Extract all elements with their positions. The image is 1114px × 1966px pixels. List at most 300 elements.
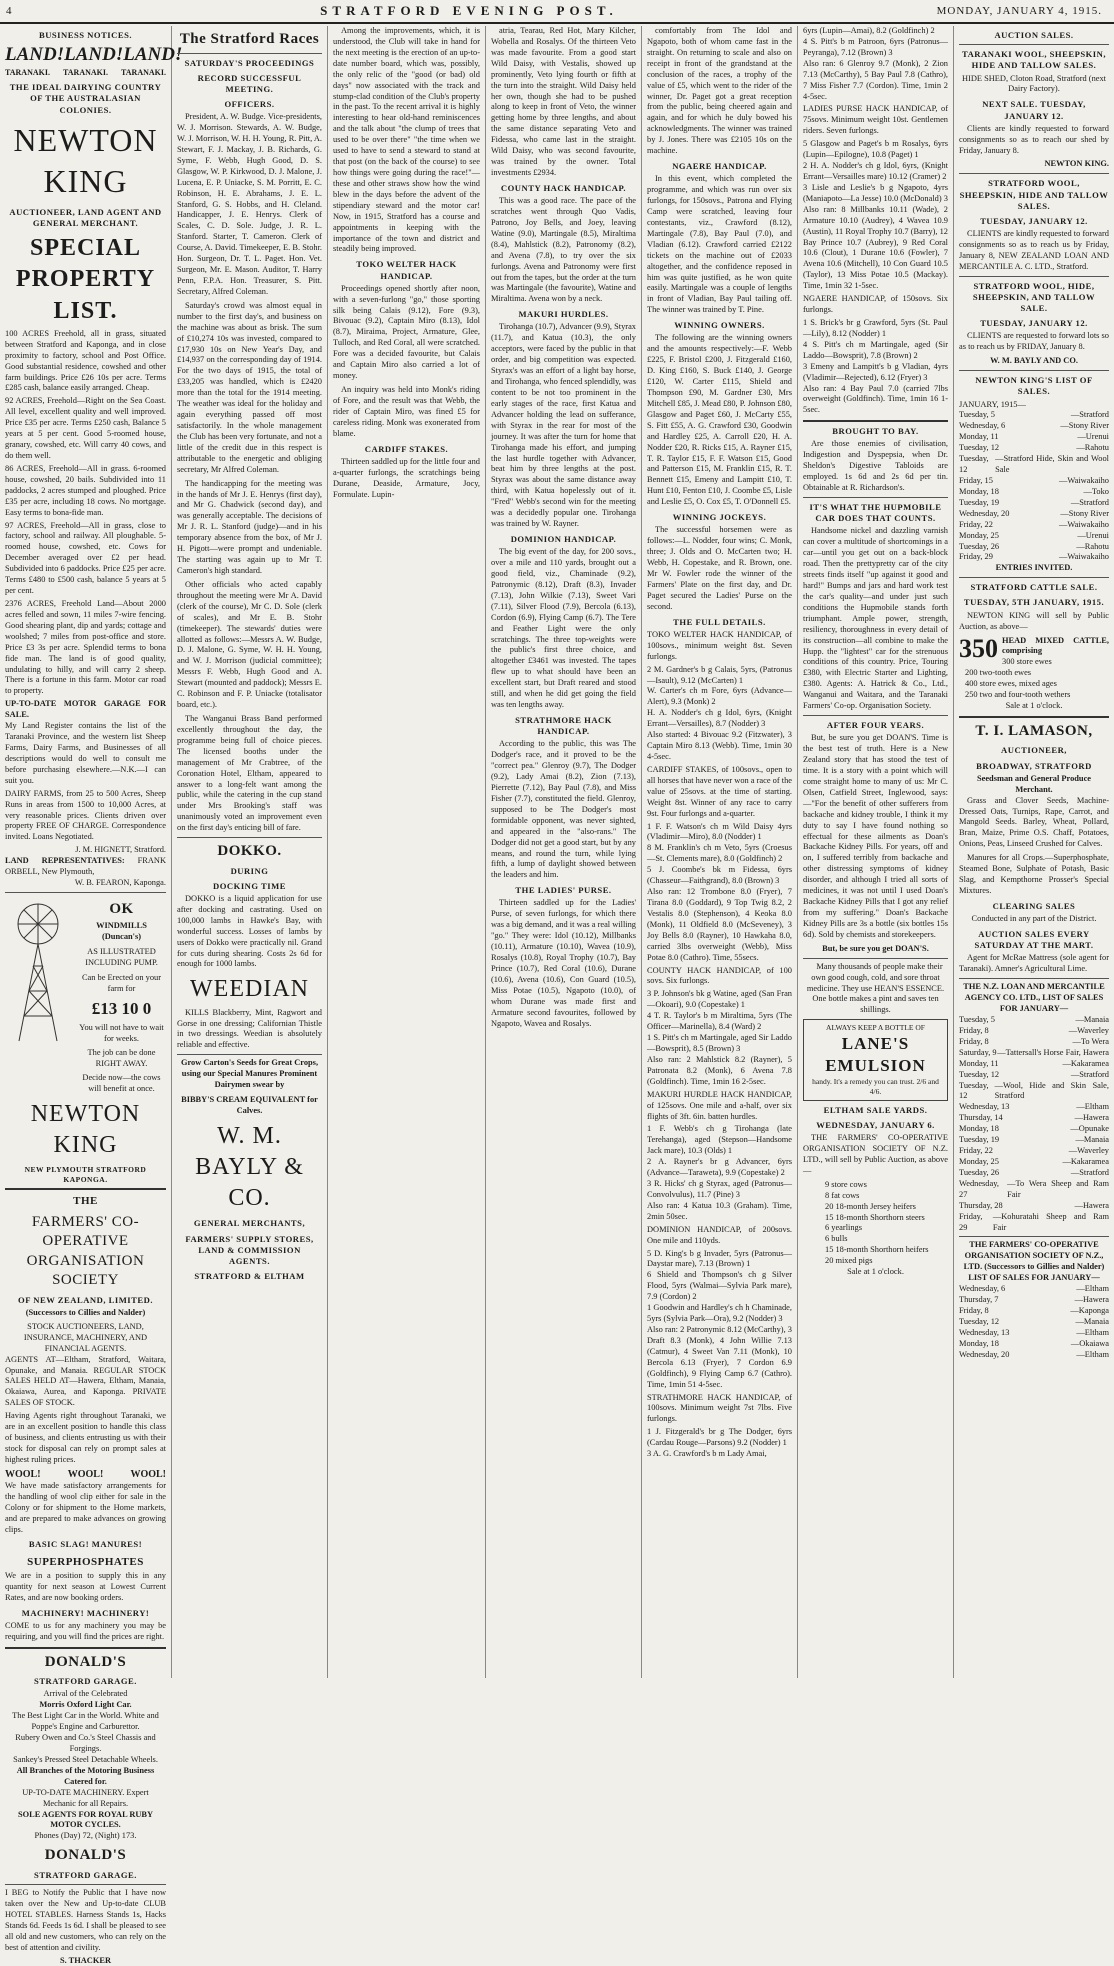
- manures-body: Manures for all Crops.—Superphosphate, Steamed Bone, Sulphate of Potash, Basic Slag, and Kempthorne Prosser's Special Mixtures.: [959, 853, 1109, 897]
- sale-place: —Stratford Hide, Skin and Wool Sale: [995, 454, 1109, 476]
- race-report: Proceedings opened shortly after noon, with a seven-furlong "go," those sporting silk being Calais (9.12), Fore (9.3), Bivouac (9.2), Captain Miro (8.13), Idol (8.7), Miraima, Project, Armature, Glee, Tulloch, and Red Coral, all were scratched. Fore was a decided favourite, but Calais and Captain Miro also carried a lot of money.: [333, 284, 480, 382]
- list-item: 200 two-tooth ewes: [965, 668, 1109, 679]
- result-heading: DOMINION HANDICAP, of 200sovs. One mile and 110yds.: [647, 1225, 792, 1247]
- donalds-sankey: Sankey's Pressed Steel Detachable Wheels.: [5, 1755, 166, 1766]
- article-paragraph: Other officials who acted capably throughout the meeting were Mr A. David (clerk of the course), Mr C. D. Sole (clerk of scales), and Mr E. B. Stohr (timekeeper). The stewards' duties were allotted as follows:—Messrs A. W. Budge, D. J. Malone, G. Syme, W. H. H. Young, and W. J. Morrison (judicial committee); Messrs F. Webb, Hugh Good and A. Stewart (mounted and paddock); Messrs E. C. Robinson and F. P. Uniacke (totalisator board, etc.).: [177, 580, 322, 711]
- sale-row: [959, 1026, 1109, 1037]
- divider: [803, 715, 948, 716]
- sale-place: —Kohuratahi Sheep and Ram Fair: [993, 1212, 1109, 1234]
- taranaki-word: TARANAKI.: [5, 68, 50, 78]
- sale-row: [959, 1037, 1109, 1048]
- sales-month: JANUARY, 1915—: [959, 400, 1109, 411]
- result-heading: CARDIFF STAKES, of 100sovs., open to all horses that have never won a race of the value of 25sovs. at the time of starting. Weight 8st. Winner of any race to carry 9st. Four furlongs and a-quarter.: [647, 765, 792, 820]
- cattle-number: 350: [959, 636, 998, 662]
- divider: [5, 892, 166, 893]
- sale-place: —Eltham: [1076, 1284, 1109, 1295]
- officers-body: President, A. W. Budge. Vice-presidents, W. J. Morrison. Stewards, A. W. Budge, W. J. Morrison, W. H. H. Young, R. Pitt, A. Stewart, F. J. Mackay, J. B. Richards, G. Syme, F. Webb, Hugh Good, D. S. Glasgow, W. P. Kirkwood, D. J. Malone, J. Lucena, E. P. Uniacke, S. M. Porritt, E. C. Robinson, H. E. Abrahams, J. E. L. Stanford, G. S. Hobbs, and H. Cleland. Handicapper, J. E. Henrys. Clerk of Scales, C. D. Sole. Judge, J. R. L. Stanford. Starter, T. Cameron. Clerk of Course, A. David. Timekeeper, E. B. Stohr. Hon. Surgeon, Dr. T. L. Paget. Hon. Vet. Surgeon, Mr. E. Mason. Auditor, T. Harry Penn, F.P.A. Hon. Treasurer, S. Pitt. Secretary, Alfred Coleman.: [177, 112, 322, 298]
- sale-place: —Urenui: [1077, 432, 1109, 443]
- donalds-title: DONALD'S: [5, 1653, 166, 1673]
- sale-place: —Waiwakaiho: [1059, 476, 1109, 487]
- sale-row: [959, 1306, 1109, 1317]
- stables-notice: I BEG to Notify the Public that I have now taken over the New and Up-to-date CLUB HOTEL STABLES. Harness Stands 1s, Hacks Stands 6d. Feeds 1s 6d. I shall be pleased to see all old and new customers, who can rely on the best of attention and civility.: [5, 1888, 166, 1954]
- sale-place: —Manaia: [1076, 1317, 1110, 1328]
- every-saturday: AUCTION SALES EVERY SATURDAY AT THE MART.: [959, 929, 1109, 951]
- list-item: 8 fat cows: [825, 1191, 948, 1202]
- result-body: 6yrs (Lupin—Amai), 8.2 (Goldfinch) 2 4 S. Pitt's b m Patroon, 6yrs (Patronus—Peyranga), 7.12 (Brown) 3 Also ran: 6 Glenroy 9.7 (Monk), 2 Zion 7.13 (McCarthy), 5 Bay Paul 7.8 (Cathro), 7 Miss Fisher 7.7 (Cordon). Time, 1min 2 4-5sec.: [803, 26, 948, 102]
- slag-body: We are in a position to supply this in any quantity for next season at Lowest Current Rates, and are now booking orders.: [5, 1571, 166, 1604]
- race-heading: COUNTY HACK HANDICAP.: [491, 183, 636, 194]
- agent-line: J. M. HIGNETT, Stratford.: [5, 845, 166, 856]
- lanes-pre: ALWAYS KEEP A BOTTLE OF: [807, 1023, 944, 1033]
- result-heading: COUNTY HACK HANDICAP, of 100 sovs. Six furlongs.: [647, 966, 792, 988]
- wool-body: We have made satisfactory arrangements for the handling of wool clip either for sale in the Colony or for shipment to the Home markets, and are prepared to make advances on growing clips.: [5, 1481, 166, 1536]
- windmill-subtitle: WINDMILLS (Duncan's): [77, 921, 166, 943]
- divider: [959, 716, 1109, 718]
- superphosphates-heading: SUPERPHOSPHATES: [5, 1555, 166, 1569]
- race-report: atria, Tearau, Red Hot, Mary Kilcher, Wobella and Rosalys. Of the thirteen Veto was made favourite. From a good start Wild Daisy, with Vestalis, showed up prominently, Veto lying fourth or fifth at the turn into the straight. Wild Daisy held her own, though she had to be pushed along to keep in front of Veto, the winner getting home by three lengths, and about the same distance separating Veto and Fidessa, who came last in the straight. Wild Daisy, who was second favourite, was trained by the owner. Total investments £2934.: [491, 26, 636, 179]
- result-body: 5 Glasgow and Paget's b m Rosalys, 6yrs (Lupin—Epilogne), 10.8 (Paget) 1 2 H. A. Nodder's ch g Idol, 6yrs, (Knight Errant—Versailles mare) 10.12 (Cramer) 2 3 Lisle and Leslie's b g Ngapoto, 4yrs (Maniapoto—La Jesse) 10.0 (McDonald) 3 Also ran: 8 Millbanks 10.11 (Wade), 2 Armature 10.10 (Audrey), 4 Wavea 10.9 (Austin), 11 Royal Trophy 10.7 (Barry), 12 Bay Prince 10.7 (Aubrey), 9 Red Coral 10.6 (Clout), 1 Durane 10.6 (Fowler), 7 Avena 10.6 (Mitchell), 10 Con Guard 10.5 (Taylor), 13 Miss Potae 10.5 (Mackay). Time, 1min 32 1-5sec.: [803, 139, 948, 292]
- sale-row: [959, 421, 1109, 432]
- eltham-date: WEDNESDAY, JANUARY 6.: [803, 1120, 948, 1131]
- fcos-sales-list: [959, 1284, 1109, 1360]
- nk-sales-heading: NEWTON KING'S LIST OF SALES.: [959, 375, 1109, 397]
- sale-date: Saturday, 9: [959, 1048, 997, 1059]
- list-item: 15 18-month Shorthorn steers: [825, 1213, 948, 1224]
- bay-body: Are those enemies of civilisation, Indigestion and Dyspepsia, when Dr. Sheldon's Digestive Tabloids are employed. 1s 6d and 2s 6d per tin. Obtainable at R. Richardson's.: [803, 439, 948, 494]
- sale-date: Tuesday, 12: [959, 1070, 999, 1081]
- cattle-list: [959, 657, 1109, 701]
- race-heading: NGAERE HANDICAP.: [647, 161, 792, 172]
- farmers-society-title: FARMERS' CO-OPERATIVE ORGANISATION SOCIETY: [5, 1213, 166, 1291]
- sale-date: Friday, 29: [959, 552, 993, 563]
- owners-list: The following are the winning owners and the amounts respectively:—F. Webb £225, F. Bristol £200, J. Fitzgerald £160, D. King £160, S. Buck £140, J. George £120, W. Carter £115, Shield and Thompson £90, M. Gardner £30, Mrs Mitchell £85, J. Mead £80, P. Johnson £80, Glasgow and Paget £60, J. McCarty £55, S. Fitt £55, A. G. Crawford £30, Goodwin and Hardley £25, A. Carroll £20, H. A. Nodder £20, R. Ricks £15, A. Rayner £15, T. R. Taylor £15, F. F. Watson £15, Good and Patterson £15, M. Franklin £15, R. T. Bennett £15, Emeny and Lampitt £10, T. Hunt £10, Fenton £10, J. Coombe £5, Lisle and Leslie £5, O. Cox £5, T. O'Donnell £5.: [647, 333, 792, 508]
- sale-row: [959, 509, 1109, 520]
- ideal-country-heading: THE IDEAL DAIRYING COUNTRY OF THE AUSTRALASIAN COLONIES.: [5, 82, 166, 116]
- agent-line: [5, 856, 166, 878]
- sale-date: Friday, 22: [959, 520, 993, 531]
- sale-row: [959, 476, 1109, 487]
- sale-place: —Eltham: [1076, 1102, 1109, 1113]
- races-subtitle: SATURDAY'S PROCEEDINGS: [177, 58, 322, 69]
- sale-date: Friday, 15: [959, 476, 993, 487]
- windmill-title: OK: [77, 900, 166, 920]
- jockeys-list: The successful horsemen were as follows:—L. Nodder, four wins; C. Monk, three; J. Olds and O. McCarten two; H. Webb, H. Copestake, and R. Brown, one. Mr W. Fowler rode the winner of the Farmers' Plate on the first day, and Dr. Paget secured the Ladies' Purse on the second.: [647, 525, 792, 612]
- bayly-farmers: FARMERS' SUPPLY STORES, LAND & COMMISSION AGENTS.: [177, 1234, 322, 1268]
- races-title: The Stratford Races: [177, 30, 322, 50]
- sale-date: Friday, 8: [959, 1037, 989, 1048]
- hide-sale-date: TUESDAY, JANUARY 12.: [959, 318, 1109, 329]
- stratford-wool-body: CLIENTS are kindly requested to forward consignments so as to reach us by Friday, January 8, NEW ZEALAND LOAN AND MERCANTILE A. C. LTD., Stratford.: [959, 229, 1109, 273]
- sale-date: Wednesday, 13: [959, 1328, 1009, 1339]
- donalds-sole: SOLE AGENTS FOR ROYAL RUBY MOTOR CYCLES.: [5, 1810, 166, 1832]
- sale-row: [959, 1295, 1109, 1306]
- race-report: According to the public, this was The Dodger's race, and it proved to be the "correct pea." Glenroy (9.7), The Dodger (9.2), Lady Amai (8.2), Zion (7.13), Pierrette (7.12), Bay Paul (7.8), and Miss Fisher (7.7), constituted the field. Glenroy, supposed to be The Dodger's most formidable opponent, was never sighted, and appeared in the "also-rans." The Dodger did not get a good start, but by any means, and round the turn, while lying fifth, a lump of daylight showed between the leaders and him.: [491, 739, 636, 881]
- wool-word: WOOL!: [130, 1468, 166, 1481]
- stratford-wool-heading: STRATFORD WOOL, SHEEPSKIN, HIDE AND TALLOW SALES.: [959, 178, 1109, 212]
- sale-place: —Manaia: [1076, 1135, 1110, 1146]
- list-item: 20 mixed pigs: [825, 1256, 948, 1267]
- list-item: 15 18-month Shorthorn heifers: [825, 1245, 948, 1256]
- windmill-decide: Decide now—the cows will benefit at once.: [77, 1073, 166, 1095]
- lamason-address: BROADWAY, STRATFORD: [959, 761, 1109, 772]
- sale-date: Tuesday, 19: [959, 498, 999, 509]
- next-sale: NEXT SALE. TUESDAY, JANUARY 12.: [959, 99, 1109, 121]
- masthead: [0, 0, 1114, 24]
- article-paragraph: Among the improvements, which, it is understood, the Club will take in hand for the next meeting is the erection of an up-to-date number board, which was, possibly, the only relic of the "good (or bad) old days" now associated with the track and stump-clad condition of the Club's property in the past. To the recent arrival it is highly interesting to hear old-hand reminiscences and the talk about "the clump of trees that used to be over there" "the time when we used to have to send a steward to stand at that post (on the back of the course) to see how things were going during the race!"—these and other straws show how the wind blew in the days before the advent of the stipendiary steward and the motor car! Now, in 1915, Stratford has a course and appointments in keeping with the importance of the town and district and steadily being improved.: [333, 26, 480, 255]
- sale-place: —Stratford: [1071, 1070, 1109, 1081]
- sale-place: —Okaiawa: [1071, 1339, 1109, 1350]
- cattle-sale-date: TUESDAY, 5TH JANUARY, 1915.: [959, 597, 1109, 608]
- list-item: 300 store ewes: [965, 657, 1109, 668]
- windmill-price: £13 10 0: [77, 998, 166, 1020]
- bayly-towns: STRATFORD & ELTHAM: [177, 1271, 322, 1282]
- sale-place: —Manaia: [1076, 1015, 1110, 1026]
- cattle-sale-heading: STRATFORD CATTLE SALE.: [959, 582, 1109, 593]
- sale-date: Thursday, 14: [959, 1113, 1003, 1124]
- firm-subtitle: AUCTIONEER, LAND AGENT AND GENERAL MERCHANT.: [5, 207, 166, 229]
- article-paragraph: Saturday's crowd was almost equal in number to the first day's, and business on the machine was about as brisk. The sum of £10,274 10s was invested, compared to £17,930 10s on New Year's Day, and £14,937 on the corresponding day of 1914. For the two days of 1915, the total of £33,205 was handled, which is £2420 more than the total for the 1914 meeting. The weather was ideal for the holiday and again everything passed off most satisfactorily. In the whole management the Club has been very fortunate, and not a little of the credit due in this respect is attributable to the energetic and obliging secretary, Mr Alfred Coleman.: [177, 301, 322, 476]
- column-races: [172, 26, 328, 1678]
- sale-row: [959, 454, 1109, 476]
- sale-row: [959, 1201, 1109, 1212]
- eltham-heading: ELTHAM SALE YARDS.: [803, 1105, 948, 1116]
- cattle-sale-body: NEWTON KING will sell by Public Auction, as above—: [959, 611, 1109, 633]
- doans-line: But, be sure you get DOAN'S.: [803, 944, 948, 955]
- cattle-headline: [959, 636, 1109, 658]
- wool-word: WOOL!: [5, 1468, 41, 1481]
- property-item: 86 ACRES, Freehold—All in grass. 6-roomed house, cowshed, 20 bails. Subdivided into 11 paddocks, 2 acres stumped and ploughed. Price £35 per acre, including 18 cows. No mortgage. Easy terms to bona-fide man.: [5, 464, 166, 519]
- article-paragraph: The Wanganui Brass Band performed excellently throughout the day, the programme being full of choice pieces. The licensed booths under the management of Mr Crabtree, of the Coronation Hotel, Eltham, appeared to answer to a long-felt want among the public, while the catering in the cup stand under Mrs Brooking's staff was unanimously voted an improvement even on the first day's enticing bill of fare.: [177, 714, 322, 834]
- sale-place: —Hawera: [1075, 1113, 1109, 1124]
- nk-sales-list: [959, 410, 1109, 563]
- agent-name: FRANK ORBELL, New Plymouth,: [5, 856, 166, 876]
- divider: [959, 978, 1109, 979]
- divider: [803, 420, 948, 422]
- windmill-ad: [5, 896, 166, 1095]
- sale-date: Tuesday, 19: [959, 1135, 999, 1146]
- lamason-auctioneer: AUCTIONEER,: [959, 745, 1109, 756]
- seedsman-line: Seedsman and General Produce Merchant.: [959, 774, 1109, 796]
- divider: [959, 276, 1109, 277]
- windmill-illustration: [5, 896, 71, 1046]
- hide-sale-body: CLIENTS are requested to forward lots so as to reach us by FRIDAY, January 8.: [959, 331, 1109, 353]
- sale-row: [959, 1284, 1109, 1295]
- race-report: Tirohanga (10.7), Advancer (9.9), Styrax (11.7), and Katua (10.3), the only acceptors, were faced by the public in that order, and big competition was expected. Styrax's was an effort of a light bay horse, and Tirohanga, who fenced splendidly, was content to be not too prominent in the early stages of the race, first Katua and Advancer holding the lead on sufferance, with Styrax in the rear for most of the journey. It was after the turn for home that Tirohanga made his effort, and jumping the last hurdle together with Advancer, beat him by three lengths at the post. Styrax was about the same distance away third, with Katua hopelessly out of it. "Fred" Webb's second win for the meeting was a decidedly popular one. Tirohanga was trained by W. Rayner.: [491, 322, 636, 530]
- section-heading: BUSINESS NOTICES.: [5, 30, 166, 41]
- hupmobile-body: Handsome nickel and dazzling varnish can cover a multitude of shortcomings in a car—until you get out on a back-block road. Then the prettypretty car of the city streets finds itself "up against it good and hard!" Bumps and jars and hard work test the car's quality—and under just such conditions the Hupmobile stands forth triumphant. Ample power, strength, resiliency, thoroughness in every detail of its construction—all combine to make the Hupp. the "lightest" car for the strenuous conditions of this country. Price, Touring £380, with Electric Starter and Lighting, £380. Agents: A. Hatrick & Co., Ltd., Wanganui and Waitara, and the Taranaki Farmers' Co-op. Organisation Society.: [803, 526, 948, 712]
- garage-notice: UP-TO-DATE MOTOR GARAGE FOR SALE.: [5, 699, 166, 721]
- result-body: 1 S. Brick's br g Crawford, 5yrs (St. Paul—Lily), 8.12 (Nodder) 1 4 S. Pitt's ch m Martingale, aged (Sir Laddo—Bowsprit), 7.8 (Brown) 2 3 Emeny and Lampitt's b g Vladian, 4yrs (Vladimir—Rejected), 6.12 (Fryer) 3 Also ran: 4 Bay Paul 7.0 (carried 7lbs overweight (Goldfinch). Time, 1min 16 1-5sec.: [803, 318, 948, 416]
- race-heading: DOMINION HANDICAP.: [491, 534, 636, 545]
- sale-row: [959, 1059, 1109, 1070]
- race-report: Thirteen saddled up for the Ladies' Purse, of seven furlongs, for which there was a big demand, and it was a real willing "go." They were: Idol (10.12), Millbanks (10.11), Armature (10.10), Wavea (10.9), Rosalys (10.8), Royal Trophy (10.7), Bay Prince (10.7), Red Coral (10.6), Durane (10.6), Avena (10.6), Con Guard (10.5), Miss Potae (10.5), Ngapoto (10.0), of whom Durane was made first and Armature second favourites, followed by Ngapoto, Wavea and Rosalys.: [491, 898, 636, 1029]
- race-heading: TOKO WELTER HACK HANDICAP.: [333, 259, 480, 281]
- sale-row: [959, 1124, 1109, 1135]
- property-item: 2376 ACRES, Freehold Land—About 2000 acres felled and sown, 11 miles 7-wire fencing. Good shearing plant, dip and yards; cottage and woolshed; 7 miles from post-office and store. Price £3 3s per acre. Splendid terms to bona fide man. The land is of good quality, undulating to hilly, and will carry 2 sheep. There is a fortune in this farm. Motor car road to property.: [5, 599, 166, 697]
- sale-row: [959, 1168, 1109, 1179]
- sale-date: Thursday, 7: [959, 1295, 998, 1306]
- race-report: comfortably from The Idol and Ngapoto, both of whom came fast in the straight. On returning to scale and also on receipt in front of the grandstand at the conclusion of the races, a trophy of the value of £5, which went to the rider of the winner, Dr. Paget got a great reception from the public, being cheered again and again, and for which he duly bowed his acknowledgments. The winner was trained by J. Jones. There was £2105 10s on the machine.: [647, 26, 792, 157]
- page-number: 4: [0, 5, 66, 17]
- four-years-body: But, be sure you get DOAN'S. Time is the best test of truth. Here is a New Zealand story that has stood the test of time. It is a story with a point which will come straight home to many of us: Mr C. Olsen, Catfield Street, Inglewood, says:—"For the benefit of other sufferers from backache and kidney trouble, I think it my duty to say I have found nothing so effectual for these ailments as Doan's Backache Kidney Pills. For years, off and on, I suffered terribly from backache and other distressing symptoms of kidney disorder, and although I tried all sorts of medicines, it was not until I used Doan's Backache Kidney Pills that I got any relief from my suffering." Doan's Backache Kidney Pills are 3s a bottle (six bottles 15s 6d). Sold by chemists and storekeepers.: [803, 733, 948, 941]
- list-item: 9 store cows: [825, 1180, 948, 1191]
- result-heading: TOKO WELTER HACK HANDICAP, of 100sovs., minimum weight 8st. Seven furlongs.: [647, 630, 792, 663]
- result-heading: MAKURI HURDLE HACK HANDICAP, of 125sovs. One mile and a-half, over six flights of 3ft. 6in. batten hurdles.: [647, 1090, 792, 1123]
- bayly-sign: W. M. BAYLY AND CO.: [959, 356, 1109, 367]
- sale-row: [959, 1350, 1109, 1361]
- officers-heading: OFFICERS.: [177, 99, 322, 110]
- sale-date: Wednesday, 20: [959, 509, 1009, 520]
- sale-row: [959, 531, 1109, 542]
- farmers-nz: OF NEW ZEALAND, LIMITED.: [5, 1295, 166, 1306]
- list-item: 6 yearlings: [825, 1223, 948, 1234]
- taranaki-word: TARANAKI.: [121, 68, 166, 78]
- sale-row: [959, 1146, 1109, 1157]
- donalds-garage-2: STRATFORD GARAGE.: [5, 1870, 166, 1881]
- sale-date: Tuesday, 5: [959, 410, 995, 421]
- result-body: 2 M. Gardner's b g Calais, 5yrs, (Patronus—Isault), 9.12 (McCarten) 1 W. Carter's ch m Fore, 6yrs (Advance—Alert), 9.3 (Monk) 2 H. A. Nodder's ch g Idol, 6yrs, (Knight Errant—Versailles), 8.7 (Nodder) 3 Also started: 4 Bivouac 9.2 (Fitzwater), 3 Captain Miro 8.13 (Webb). Time, 1min 30 4-5sec.: [647, 665, 792, 763]
- sale-place: —Opunake: [1070, 1124, 1109, 1135]
- race-heading: STRATHMORE HACK HANDICAP.: [491, 715, 636, 737]
- wool-banner: [5, 1468, 166, 1481]
- windmill-includes: AS ILLUSTRATED INCLUDING PUMP.: [77, 947, 166, 969]
- sale-date: Monday, 25: [959, 1157, 999, 1168]
- machinery-body: COME to us for any machinery you may be requiring, and you will find the prices are right.: [5, 1621, 166, 1643]
- sale-date: Thursday, 28: [959, 1201, 1003, 1212]
- land-word: LAND!: [123, 43, 182, 68]
- fcos-heading: THE FARMERS' CO-OPERATIVE ORGANISATION SOCIETY OF N.Z., LTD. (Successors to Gillies and Nalder) LIST OF SALES FOR JANUARY—: [959, 1240, 1109, 1284]
- sale-date: Tuesday, 5: [959, 1015, 995, 1026]
- sale-place: —Stony River: [1060, 421, 1109, 432]
- entries-invited: ENTRIES INVITED.: [959, 563, 1109, 574]
- hide-shed: HIDE SHED, Cloton Road, Stratford (next Dairy Factory).: [959, 74, 1109, 96]
- sale-date: Wednesday, 20: [959, 1350, 1009, 1361]
- nzloan-heading: THE N.Z. LOAN AND MERCANTILE AGENCY CO. LTD., LIST OF SALES FOR JANUARY—: [959, 982, 1109, 1015]
- newton-king-footer: NEWTON KING: [5, 1099, 166, 1161]
- clearing-body: Conducted in any part of the District.: [959, 914, 1109, 925]
- sale-row: [959, 487, 1109, 498]
- race-report: This was a good race. The pace of the scratches went through Quo Vadis, Patrono, Joy Bells, and Joey, leaving Watine (9.0), Martingale (8.5), Miraltima (8.4), Mahlstick (8.2), Patronomy (8.2), and Avena (7.8), to try over the six furlongs. Avena and Patronomy were first out from the tapes, but the order at the turn was Martingale (the favourite), Watine and Miraltima. Avena won by a neck.: [491, 196, 636, 305]
- windmill-erect: Can be Erected on your farm for: [77, 973, 166, 995]
- sale-place: —Rahotu: [1076, 443, 1109, 454]
- full-details-heading: THE FULL DETAILS.: [647, 617, 792, 628]
- race-heading: MAKURI HURDLES.: [491, 309, 636, 320]
- auction-heading: AUCTION SALES.: [959, 30, 1109, 41]
- land-word: LAND!: [5, 43, 64, 68]
- sale-date: Wednesday, 13: [959, 1102, 1009, 1113]
- column-race-reports: [486, 26, 642, 1678]
- result-body: 1 F. Webb's ch g Tirohanga (late Terehanga), aged (Stepson—Handsome Jack mare), 10.3 (Olds) 1 2 A. Rayner's br g Advancer, 6yrs (Advance—Taraweta), 9.9 (Copestake) 2 3 R. Hicks' ch g Styrax, aged (Patronus—Convolvulus), 11.7 (Pine) 3 Also ran: 4 Katua 10.3 (Graham). Time, 2min 50sec.: [647, 1124, 792, 1222]
- sale-row: [959, 1113, 1109, 1124]
- sale-row: [959, 410, 1109, 421]
- dokko-during: DURING: [177, 866, 322, 877]
- eltham-sale-time: Sale at 1 o'clock.: [803, 1267, 948, 1278]
- list-item: 6 bulls: [825, 1234, 948, 1245]
- sale-row: [959, 1102, 1109, 1113]
- sale-date: Monday, 25: [959, 531, 999, 542]
- divider: [177, 837, 322, 838]
- property-list-title: SPECIAL PROPERTY LIST.: [5, 233, 166, 327]
- machinery-heading: MACHINERY! MACHINERY!: [5, 1608, 166, 1619]
- sale-row: [959, 498, 1109, 509]
- sale-row: [959, 1157, 1109, 1168]
- result-body: 5 D. King's b g Invader, 5yrs (Patronus—Daystar mare), 7.13 (Brown) 1 6 Shield and Thompson's ch g Silver Flood, 5yrs (Walmai—Sylvia Park mare), 7.9 (Cordon) 2 1 Goodwin and Hardley's ch h Chaminade, 5yrs (Sylvia Park—Ora), 9.2 (Nodder) 3 Also ran: 2 Patronymic 8.12 (McCarthy), 3 Draft 8.3 (Monk), 4 John Willie 7.13 (Catmur), 4 Sweet Van 7.11 (Monk), 10 Bercola 6.13 (Fryer), 7 Cordon 6.9 (Goldfinch), 9 Flying Camp 6.7 (Cathro). Time, 1min 51 4-5sec.: [647, 1249, 792, 1391]
- lanes-sub: handy. It's a remedy you can trust. 2/6 and 4/6.: [807, 1077, 944, 1097]
- sale-date: Wednesday, 27: [959, 1179, 1007, 1201]
- sale-place: —Stratford: [1071, 1168, 1109, 1179]
- result-heading: NGAERE HANDICAP, of 150sovs. Six furlongs.: [803, 294, 948, 316]
- farmers-body: Having Agents right throughout Taranaki, we are in an excellent position to handle this class of business, and clients entrusting us with their stock for disposal can rely on prompt sales at highest ruling prices.: [5, 1411, 166, 1466]
- result-body: 1 J. Fitzgerald's br g The Dodger, 6yrs (Cardau Rouge—Parsons) 9.2 (Nodder) 1 3 A. G. Crawford's b m Lady Amai,: [647, 1427, 792, 1460]
- agent-body: Agent for McRae Mattress (sole agent for Taranaki). Amner's Agricultural Lime.: [959, 953, 1109, 975]
- farmers-agents: AGENTS AT—Eltham, Stratford, Waitara, Opunake, and Manaia. REGULAR STOCK SALES HELD AT—Hawera, Eltham, Manaia, Okaiawa, Aurea, and Kaponga. PRIVATE SALES OF STOCK.: [5, 1355, 166, 1410]
- sale-row: [959, 542, 1109, 553]
- sale-place: —To Wera Sheep and Ram Fair: [1007, 1179, 1109, 1201]
- farmers-the: THE: [5, 1194, 166, 1208]
- cattle-sale-time: Sale at 1 o'clock.: [959, 701, 1109, 712]
- divider: [959, 370, 1109, 371]
- newspaper-title: STRATFORD EVENING POST.: [66, 3, 872, 19]
- sale-place: —Urenui: [1077, 531, 1109, 542]
- hupmobile-heading: IT'S WHAT THE HUPMOBILE CAR DOES THAT COUNTS.: [803, 502, 948, 524]
- bibby-ad: BIBBY'S CREAM EQUIVALENT for Calves.: [177, 1095, 322, 1117]
- sale-row: [959, 520, 1109, 531]
- dokko-body: DOKKO is a liquid application for use after docking and castrating. Used on 100,000 lambs in Hawke's Bay, with wonderful success. Losses of lambs by users of Dokko were practically nil. Grand for cuts during shearing. Costs 2s 6d for enough for 1000 lambs.: [177, 894, 322, 970]
- sale-row: [959, 552, 1109, 563]
- register-notice: My Land Register contains the list of the Taranaki Province, and the western list Sheep Farms, Dairy Farms, and Businesses of all descriptions would do well to consult me before purchasing elsewhere.—N.K.—I can suit you.: [5, 721, 166, 787]
- columns: [0, 26, 1114, 1681]
- stratford-wool-date: TUESDAY, JANUARY 12.: [959, 216, 1109, 227]
- sale-date: Tuesday, 12: [959, 1081, 995, 1103]
- dokko-docking: DOCKING TIME: [177, 881, 322, 892]
- sale-date: Friday, 8: [959, 1026, 989, 1037]
- column-auction-sales: [954, 26, 1114, 1678]
- sale-row: [959, 1179, 1109, 1201]
- list-item: 20 18-month Jersey heifers: [825, 1202, 948, 1213]
- divider: [5, 1884, 166, 1885]
- donalds-machinery: UP-TO-DATE MACHINERY. Expert Mechanic for all Repairs.: [5, 1788, 166, 1810]
- sale-row: [959, 1081, 1109, 1103]
- bayly-title: W. M. BAYLY & CO.: [177, 1121, 322, 1215]
- taranaki-word: TARANAKI.: [63, 68, 108, 78]
- donalds-arrival: Arrival of the Celebrated: [5, 1689, 166, 1700]
- donalds-garage: STRATFORD GARAGE.: [5, 1676, 166, 1687]
- sale-place: —Waiwakaiho: [1059, 520, 1109, 531]
- race-report: Thirteen saddled up for the little four and a-quarter furlongs, the scratchings being Durane, Deaside, Armature, Jocy, Formulate. Lupin-: [333, 457, 480, 501]
- nzloan-sales-list: [959, 1015, 1109, 1233]
- donalds-branches: All Branches of the Motoring Business Catered for.: [5, 1766, 166, 1788]
- sale-place: —Stratford: [1071, 410, 1109, 421]
- column-results: [642, 26, 798, 1678]
- race-report: In this event, which completed the programme, and which was run over six furlongs, for 150sovs., Patrona and Flying Camp were scratched, leaving four contestants, viz., Crawford (8.12), Martingale (7.8), Bay Paul (7.0), and Vladian (6.12). Crawford carried £2122 tickets on the machine out of £2033 altogether, and the confidence reposed in him was quite justified, as he won quite easily. Martingale was a couple of lengths in front of Vladian, Bay Paul tailing off. The winner was trained by T. Pine.: [647, 174, 792, 316]
- sale-date: Monday, 18: [959, 1124, 999, 1135]
- lanes-title: LANE'S EMULSION: [807, 1033, 944, 1077]
- taranaki-row: [5, 68, 166, 78]
- sale-row: [959, 1135, 1109, 1146]
- land-word: LAND!: [64, 43, 123, 68]
- sale-row: [959, 1048, 1109, 1059]
- divider: [959, 173, 1109, 174]
- eltham-body: THE FARMERS' CO-OPERATIVE ORGANISATION SOCIETY OF N.Z. LTD., will sell by Public Auction, as above—: [803, 1133, 948, 1177]
- windmill-wait: You will not have to wait for weeks.: [77, 1023, 166, 1045]
- four-years-heading: AFTER FOUR YEARS.: [803, 720, 948, 731]
- sale-date: Tuesday, 12: [959, 1317, 999, 1328]
- result-heading: STRATHMORE HACK HANDICAP, of 100sovs. Minimum weight 7st 7lbs. Five furlongs.: [647, 1393, 792, 1426]
- sale-place: —Hawera: [1075, 1295, 1109, 1306]
- sale-date: Monday, 18: [959, 1339, 999, 1350]
- newton-king-sign: NEWTON KING.: [959, 159, 1109, 170]
- sale-date: Tuesday, 12: [959, 443, 999, 454]
- sale-date: Friday, 29: [959, 1212, 993, 1234]
- column-results-and-ads: [798, 26, 954, 1678]
- article-paragraph: The handicapping for the meeting was in the hands of Mr J. E. Henrys (first day), and Mr G. Chadwick (second day), and was generally acceptable. The decisions of Mr J. R. L. Stanford (judge)—and in his temporary absence from the box, of Mr J. H. Pigott—were prompt and undeniable. The starting was again up to Mr T. Cameron's high standard.: [177, 479, 322, 577]
- column-races-2: [328, 26, 486, 1678]
- sale-row: [959, 1328, 1109, 1339]
- race-heading: CARDIFF STAKES.: [333, 444, 480, 455]
- sale-row: [959, 443, 1109, 454]
- eltham-list: [803, 1180, 948, 1267]
- sale-place: —Waverley: [1069, 1146, 1109, 1157]
- sale-row: [959, 432, 1109, 443]
- result-body: 3 P. Johnson's bk g Watine, aged (San Fran—Okoari), 9.0 (Copestake) 1 4 T. R. Taylor's b m Miraltima, 5yrs (The Officer—Marinella), 8.4 (Ward) 2 1 S. Pitt's ch m Martingale, aged Sir Laddo—Bowsprit), 8.5 (Brown) 3 Also ran: 2 Mahlstick 8.2 (Rayner), 5 Patronata 8.2 (Monk), 6 Avena 7.8 (Goldfinch). Time, 1min 16 2-5sec.: [647, 989, 792, 1087]
- sale-date: Wednesday, 6: [959, 1284, 1005, 1295]
- newton-king-towns: NEW PLYMOUTH STRATFORD KAPONGA.: [5, 1165, 166, 1185]
- divider: [959, 577, 1109, 578]
- stables-signature: S. THACKER: [5, 1956, 166, 1966]
- dokko-title: DOKKO.: [177, 842, 322, 862]
- result-heading: LADIES PURSE HACK HANDICAP, of 75sovs. Minimum weight 10st. Gentlemen riders. Seven furlongs.: [803, 104, 948, 137]
- sale-place: —Rahotu: [1076, 542, 1109, 553]
- sale-date: Monday, 11: [959, 1059, 999, 1070]
- firm-name: NEWTON KING: [5, 120, 166, 203]
- seeds-ad: Grow Carton's Seeds for Great Crops, using our Special Manures Prominent Dairymen swear by: [177, 1058, 322, 1091]
- agent-line: W. B. FEARON, Kaponga.: [5, 878, 166, 889]
- jockeys-heading: WINNING JOCKEYS.: [647, 512, 792, 523]
- windmill-job: The job can be done RIGHT AWAY.: [77, 1048, 166, 1070]
- divider: [5, 1188, 166, 1190]
- property-item: 97 ACRES, Freehold—All in grass, close to factory, school and railway. All ploughable. 5-roomed house, cowshed, etc. Cows for December averaged over £2 per head. Subdivided into 6 paddocks. Price £25 per acre. Terms £480 to £500 cash, balance 5 years at 5 per cent.: [5, 521, 166, 597]
- sale-date: Tuesday, 26: [959, 1168, 999, 1179]
- sale-row: [959, 1339, 1109, 1350]
- divider: [803, 497, 948, 498]
- lamason-name: T. I. LAMASON,: [959, 722, 1109, 742]
- donalds-title-2: DONALD'S: [5, 1846, 166, 1866]
- sale-row: [959, 1070, 1109, 1081]
- sale-place: —Eltham: [1076, 1350, 1109, 1361]
- sale-place: —Waverley: [1069, 1026, 1109, 1037]
- sale-date: Friday, 8: [959, 1306, 989, 1317]
- race-report: An inquiry was held into Monk's riding of Fore, and the result was that Webb, the rider of Captain Miro, was fined £5 for careless riding. Monk was exonerated from blame.: [333, 385, 480, 440]
- donalds-phones: Phones (Day) 72, (Night) 173.: [5, 1831, 166, 1842]
- weedian-title: WEEDIAN: [177, 974, 322, 1005]
- taranaki-wool-heading: TARANAKI WOOL, SHEEPSKIN, HIDE AND TALLOW SALES.: [959, 49, 1109, 71]
- race-report: The big event of the day, for 200 sovs., over a mile and 110 yards, brought out a good field, viz., Chaminade (9.2), Patronymic (8.12), Draft (8.3), Invader (7.13), John Wilkie (7.13), Sweet Vari (7.11), Silver Flood (7.9), Bercola (6.13), Cordon (6.9), Flying Camp (6.7). The Tere and Feather Light were the only scratchings. The three top-weights were the public's first three choice, and altogether £3461 was invested. The tapes flew up to what should have been an excellent start, but Draft reared and stood still, and when he did get going the field was ten lengths away.: [491, 547, 636, 711]
- owners-heading: WINNING OWNERS.: [647, 320, 792, 331]
- property-item: 100 ACRES Freehold, all in grass, situated between Stratford and Kaponga, and in close proximity to factory, school and Post Office. Good substantial residence, cowshed and other farm buildings. Price £26 10s per acre. Terms £285 cash, balance easily arranged. Cheap.: [5, 329, 166, 395]
- list-item: 400 store ewes, mixed ages: [965, 679, 1109, 690]
- divider: [177, 1054, 322, 1055]
- divider: [803, 958, 948, 959]
- sale-place: —Stony River: [1060, 509, 1109, 520]
- farmers-successors: (Successors to Cillies and Nalder): [5, 1308, 166, 1319]
- result-body: 1 F. F. Watson's ch m Wild Daisy 4yrs (Vladimir—Miro), 8.0 (Nodder) 1 8 M. Franklin's ch m Veto, 5yrs (Croesus—St. Clements mare), 8.0 (Goldfinch) 2 5 J. Coombe's bk m Fidessa, 6yrs (Chasseur—Faithgrand), 8.0 (Brown) 3 Also ran: 12 Trombone 8.0 (Fryer), 7 Tirana 8.0 (Goddard), 9 Top Twig 8.2, 2 Vestalis 8.0 (Stephenson), 4 Keoka 8.0 (Monk), 11 Oldfield 8.0 (McSeveney), 3 Joy Bells 8.0 (Rayner), 10 Hawkaha 8.0, carried 3lbs overweight (Webb), Miss Potae 8.0 (Cathro). Time, 55secs.: [647, 822, 792, 964]
- donalds-car: Morris Oxford Light Car.: [5, 1700, 166, 1711]
- sale-place: —Kakaramea: [1062, 1059, 1109, 1070]
- wool-word: WOOL!: [68, 1468, 104, 1481]
- lanes-emulsion-ad: [803, 1019, 948, 1100]
- property-item: 92 ACRES, Freehold—Right on the Sea Coast. All level, excellent quality and well improved. Price £35 per acre. Terms £250 cash, Balance 5 years at 5 per cent. Good 5-roomed house, granary, cowshed, etc. Will carry 40 cows, and do them well.: [5, 396, 166, 462]
- hide-sale-heading: STRATFORD WOOL, HIDE, SHEEPSKIN, AND TALLOW SALE.: [959, 281, 1109, 315]
